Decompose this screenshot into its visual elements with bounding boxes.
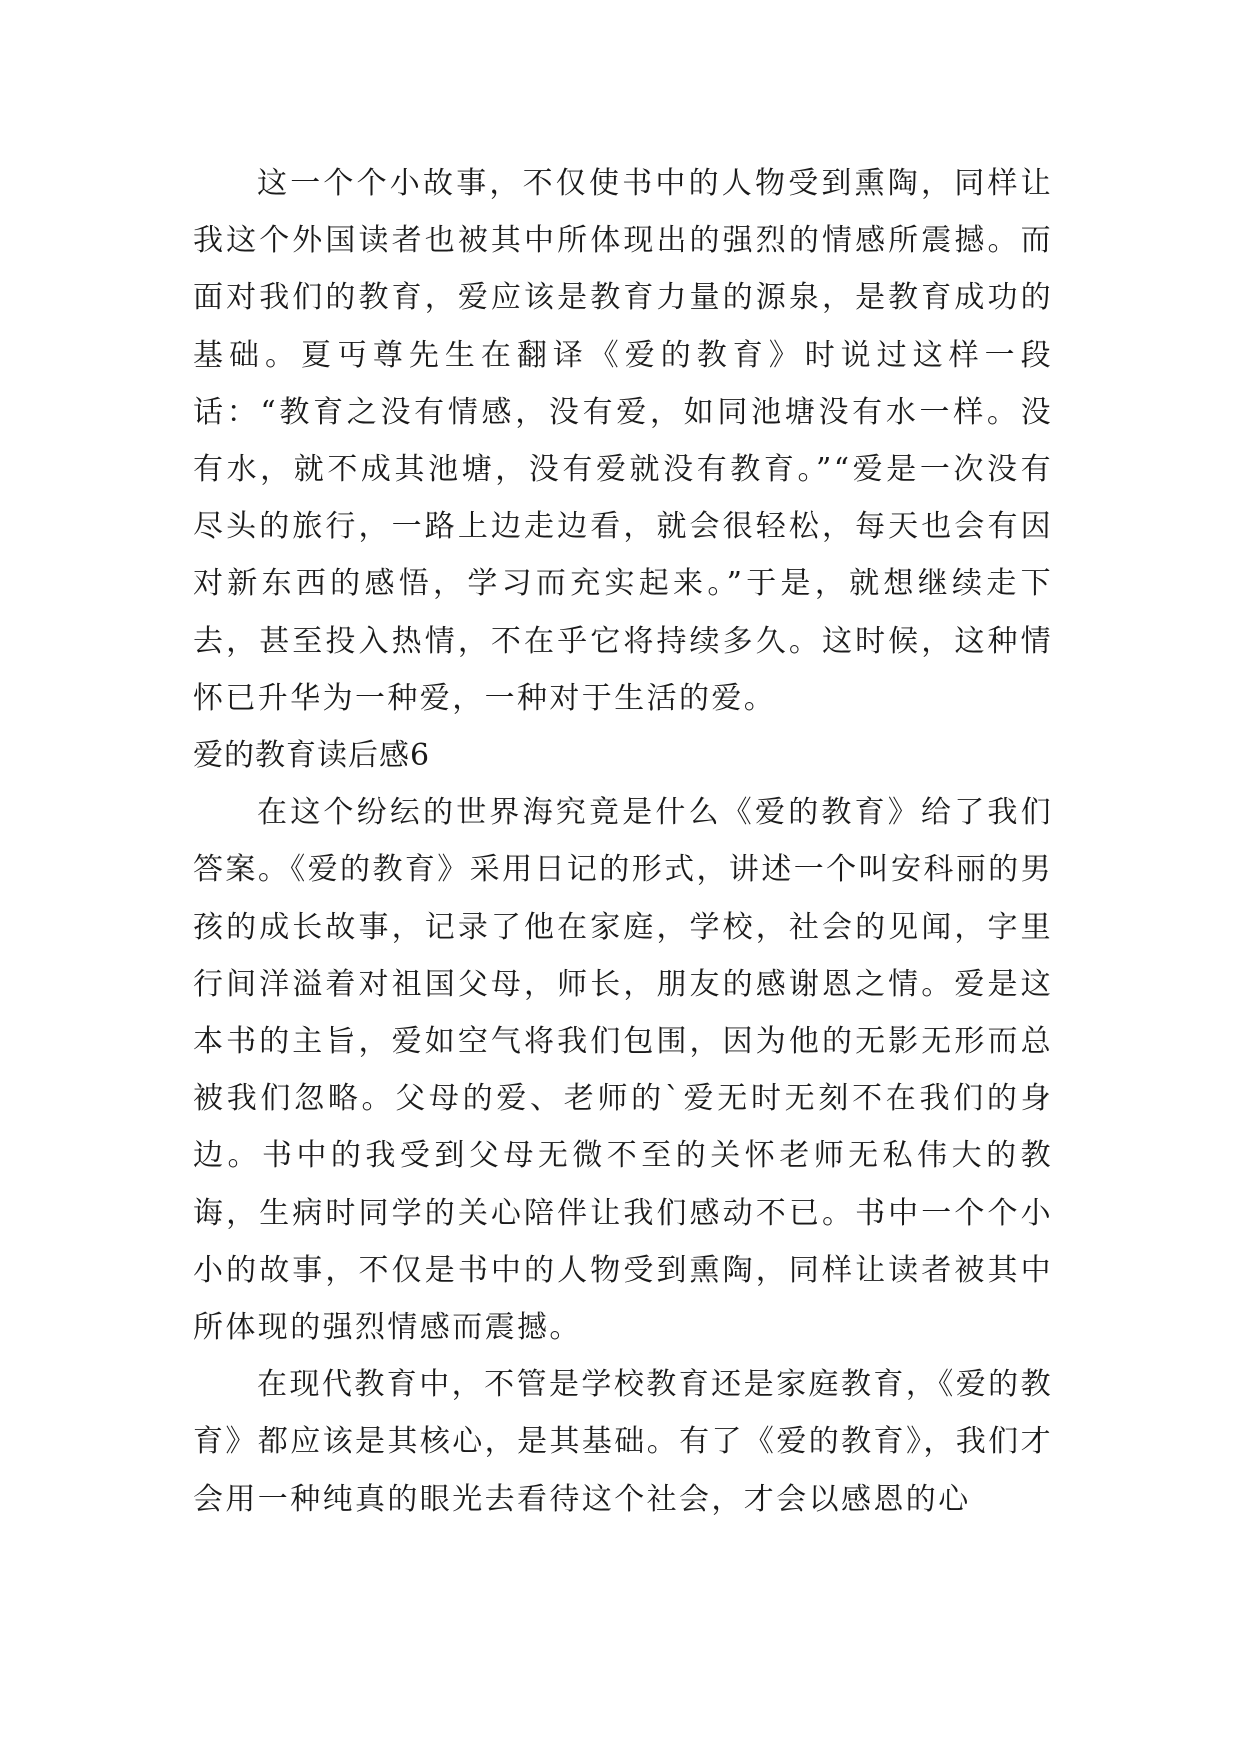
section-heading: 爱的教育读后感6 [193, 738, 431, 774]
body-paragraph: 这一个个小故事，不仅使书中的人物受到熏陶，同样让我这个外国读者也被其中所体现出的强烈的情感所震撼。而面对我们的教育，爱应该是教育力量的源泉，是教育成功的基础。夏丏尊先生在翻译《爱的教育》时说过这样一段话：“教育之没有情感，没有爱，如同池塘没有水一样。没有水，就不成其池塘，没有爱就没有教育。”“爱是一次没有尽头的旅行，一路上边走边看，就会很轻松，每天也会有因对新东西的感悟，学习而充实起来。”于是，就想继续走下去，甚至投入热情，不在乎它将持续多久。这时候，这种情怀已升华为一种爱，一种对于生活的爱。 [193, 166, 1053, 716]
document-page [193, 155, 1053, 1528]
body-paragraph: 在现代教育中，不管是学校教育还是家庭教育，《爱的教育》都应该是其核心，是其基础。有了《爱的教育》，我们才会用一种纯真的眼光去看待这个社会，才会以感恩的心 [193, 1367, 1053, 1517]
body-paragraph: 在这个纷纭的世界海究竟是什么《爱的教育》给了我们答案。《爱的教育》采用日记的形式，讲述一个叫安科丽的男孩的成长故事，记录了他在家庭，学校，社会的见闻，字里行间洋溢着对祖国父母，师长，朋友的感谢恩之情。爱是这本书的主旨，爱如空气将我们包围，因为他的无影无形而总被我们忽略。父母的爱、老师的`爱无时无刻不在我们的身边。书中的我受到父母无微不至的关怀老师无私伟大的教诲，生病时同学的关心陪伴让我们感动不已。书中一个个小小的故事，不仅是书中的人物受到熏陶，同样让读者被其中所体现的强烈情感而震撼。 [193, 795, 1053, 1346]
